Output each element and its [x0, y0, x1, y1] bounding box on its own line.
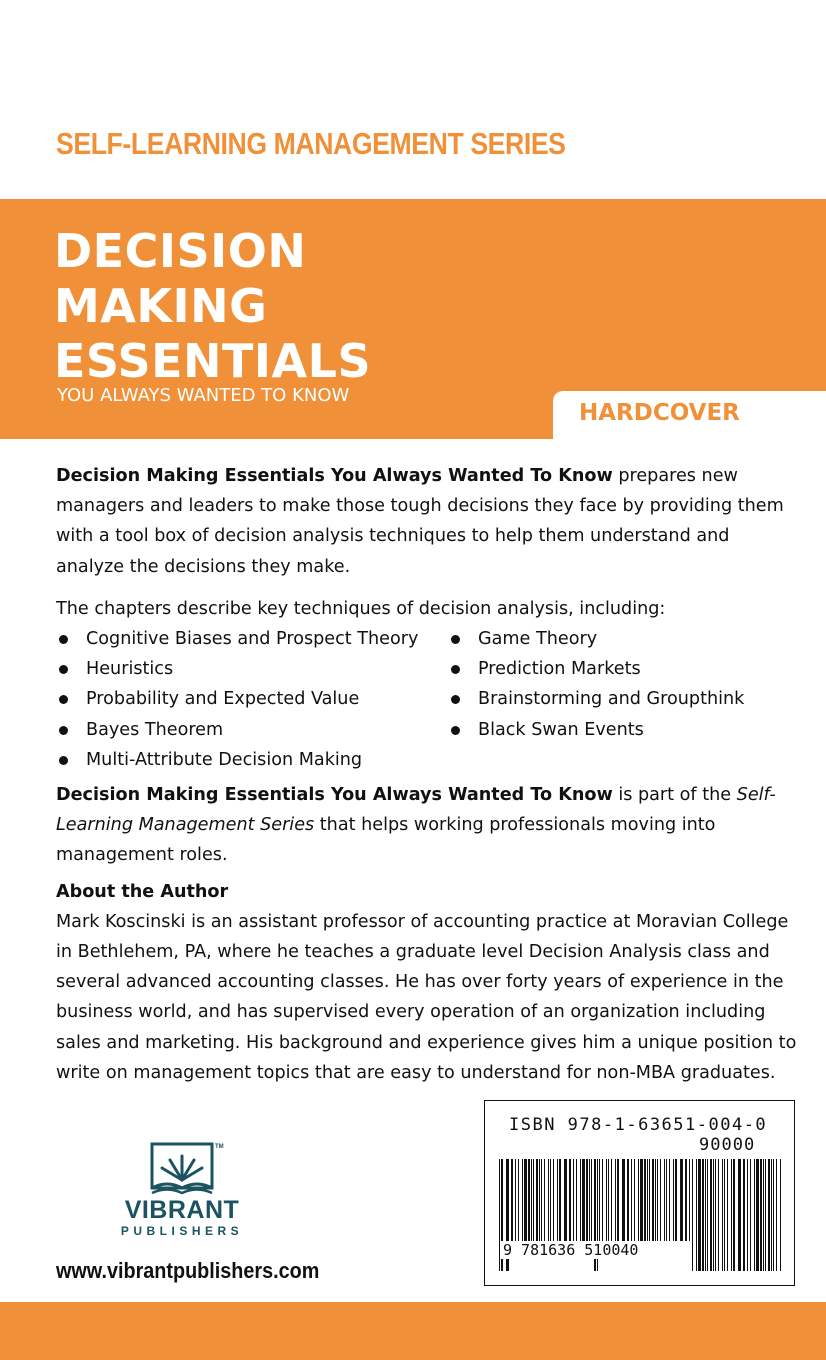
barcode-bar: [539, 1159, 540, 1241]
barcode-bar: [576, 1159, 577, 1241]
barcode-bar: [541, 1159, 542, 1241]
title-line-1: DECISION: [54, 224, 307, 278]
barcode-bar: [669, 1159, 670, 1241]
barcode: [485, 1101, 796, 1287]
barcode-bar: [569, 1159, 571, 1241]
barcode-bar: [548, 1159, 549, 1241]
barcode-bar: [611, 1159, 612, 1241]
barcode-bar: [531, 1159, 532, 1241]
author-heading: About the Author: [56, 881, 229, 902]
barcode-bar: [602, 1159, 603, 1241]
barcode-bar: [522, 1159, 523, 1241]
barcode-bar: [664, 1159, 665, 1241]
barcode-bar: [743, 1159, 745, 1271]
price-code: 90000: [699, 1135, 756, 1155]
publisher-website: www.vibrantpublishers.com: [56, 1258, 320, 1283]
barcode-bar: [675, 1159, 677, 1241]
barcode-bar: [573, 1159, 574, 1241]
barcode-bar: [634, 1159, 635, 1241]
barcode-bar: [615, 1159, 616, 1241]
barcode-bar: [666, 1159, 667, 1241]
barcode-bar: [559, 1159, 561, 1241]
barcode-bar: [524, 1159, 527, 1241]
barcode-bar: [499, 1159, 500, 1271]
barcode-box: [484, 1100, 795, 1286]
barcode-bar: [644, 1159, 646, 1241]
barcode-bar: [652, 1159, 654, 1241]
barcode-bar: [780, 1159, 781, 1271]
format-tab: [553, 391, 826, 439]
trademark-mark: TM: [215, 1144, 224, 1150]
barcode-bar: [707, 1159, 708, 1271]
barcode-bar: [722, 1159, 723, 1271]
barcode-bar: [702, 1159, 704, 1271]
barcode-bar: [553, 1159, 554, 1241]
barcode-bar: [622, 1159, 625, 1241]
barcode-bar: [533, 1159, 534, 1241]
format-label: HARDCOVER: [579, 400, 740, 426]
isbn-text: ISBN 978-1-63651-004-0: [509, 1115, 768, 1135]
barcode-bar: [733, 1159, 735, 1271]
list-item: Prediction Markets: [448, 654, 744, 684]
barcode-bar: [599, 1159, 600, 1241]
author-bio: Mark Koscinski is an assistant professor of accounting practice at Moravian College in Bethlehem, PA, where he teaches a graduate level Decision Analysis class and several advanced accounting classes. He has over forty years of experience in the business world, and has supervised every operation of an organization including sales and marketing. His background and experience gives him a unique position to write on management topics that are easy to understand for non-MBA graduates.: [56, 911, 797, 1083]
barcode-bar: [715, 1159, 716, 1271]
barcode-bar: [536, 1159, 538, 1241]
open-book-icon: [118, 1140, 248, 1196]
barcode-bar: [608, 1159, 609, 1241]
series-note-text-1: is part of the: [612, 785, 737, 806]
series-note-book-title: Decision Making Essentials You Always Wanted To Know: [56, 785, 613, 806]
series-note-text-2: that helps working professionals moving into management roles.: [56, 815, 716, 866]
barcode-bar: [773, 1159, 774, 1271]
barcode-bar: [754, 1159, 755, 1271]
barcode-bar: [710, 1159, 712, 1271]
barcode-bar: [738, 1159, 741, 1271]
barcode-bar: [638, 1159, 639, 1241]
publisher-logo: [118, 1140, 248, 1240]
barcode-bar: [731, 1159, 732, 1271]
intro-book-title: Decision Making Essentials You Always Wanted To Know: [56, 466, 613, 486]
barcode-bar: [582, 1159, 585, 1241]
barcode-bar: [765, 1159, 766, 1271]
barcode-bar: [580, 1159, 581, 1241]
barcode-bar: [606, 1159, 607, 1241]
intro-paragraph: [56, 461, 801, 582]
list-item: Heuristics: [56, 654, 418, 684]
title-subtitle: YOU ALWAYS WANTED TO KNOW: [57, 385, 350, 406]
barcode-bar: [763, 1159, 764, 1271]
list-item: Probability and Expected Value: [56, 684, 418, 714]
barcode-bar: [564, 1159, 567, 1241]
barcode-bar: [771, 1159, 772, 1271]
list-item: Game Theory: [448, 624, 744, 654]
barcode-bar: [689, 1159, 690, 1241]
barcode-bar: [750, 1159, 751, 1271]
barcode-bar: [713, 1159, 714, 1271]
barcode-bar: [776, 1159, 777, 1271]
barcode-bar: [747, 1159, 748, 1271]
chapters-intro: The chapters describe key techniques of decision analysis, including:: [56, 598, 666, 619]
barcode-bar: [655, 1159, 656, 1241]
list-item: Brainstorming and Groupthink: [448, 684, 744, 714]
barcode-bar: [515, 1159, 516, 1241]
barcode-bar: [768, 1159, 770, 1271]
barcode-bar: [589, 1159, 590, 1241]
intro-text: prepares new managers and leaders to make those tough decisions they face by providing them with a tool box of decision analysis techniques to help them understand and analyze the decisions they make.: [56, 466, 784, 577]
barcode-bar: [760, 1159, 762, 1271]
publisher-subname: PUBLISHERS: [120, 1224, 244, 1238]
title-line-3: ESSENTIALS: [54, 334, 372, 388]
barcode-bar: [627, 1159, 629, 1241]
barcode-bar: [617, 1159, 619, 1241]
list-item: Bayes Theorem: [56, 715, 418, 745]
barcode-bar: [680, 1159, 683, 1241]
barcode-bar: [756, 1159, 759, 1271]
chapter-list: [56, 624, 801, 776]
back-cover-text: [56, 461, 801, 1088]
barcode-bar: [724, 1159, 725, 1271]
barcode-bar: [673, 1159, 674, 1241]
barcode-bar: [518, 1159, 519, 1241]
barcode-bar: [591, 1159, 592, 1241]
list-item: Black Swan Events: [448, 715, 744, 745]
barcode-bar: [586, 1159, 588, 1241]
publisher-name: VIBRANT: [124, 1196, 240, 1224]
barcode-bar: [649, 1159, 650, 1241]
chapter-list-right: [448, 624, 744, 745]
barcode-bar: [685, 1159, 687, 1241]
barcode-bar: [640, 1159, 643, 1241]
barcode-bar: [557, 1159, 558, 1241]
barcode-bar: [528, 1159, 530, 1241]
barcode-bar: [696, 1159, 697, 1271]
barcode-bar: [692, 1159, 693, 1271]
barcode-bar: [718, 1159, 719, 1271]
list-item: Cognitive Biases and Prospect Theory: [56, 624, 418, 654]
barcode-bar: [647, 1159, 648, 1241]
barcode-bar: [657, 1159, 658, 1241]
ean-digits: 9 781636 510040: [503, 1241, 639, 1259]
barcode-bar: [550, 1159, 551, 1241]
list-item: Multi-Attribute Decision Making: [56, 745, 418, 775]
title-line-2: MAKING: [54, 279, 268, 333]
series-note: [56, 780, 801, 871]
barcode-bar: [698, 1159, 701, 1271]
barcode-bar: [511, 1159, 513, 1241]
series-note-series-name: Self-Learning Management Series: [56, 785, 776, 836]
bottom-band: [0, 1302, 826, 1360]
chapter-list-left: [56, 624, 418, 775]
barcode-bar: [727, 1159, 728, 1271]
series-label: SELF-LEARNING MANAGEMENT SERIES: [56, 126, 566, 161]
barcode-bar: [705, 1159, 706, 1271]
barcode-bar: [660, 1159, 661, 1241]
barcode-bar: [631, 1159, 632, 1241]
barcode-bar: [544, 1159, 545, 1241]
